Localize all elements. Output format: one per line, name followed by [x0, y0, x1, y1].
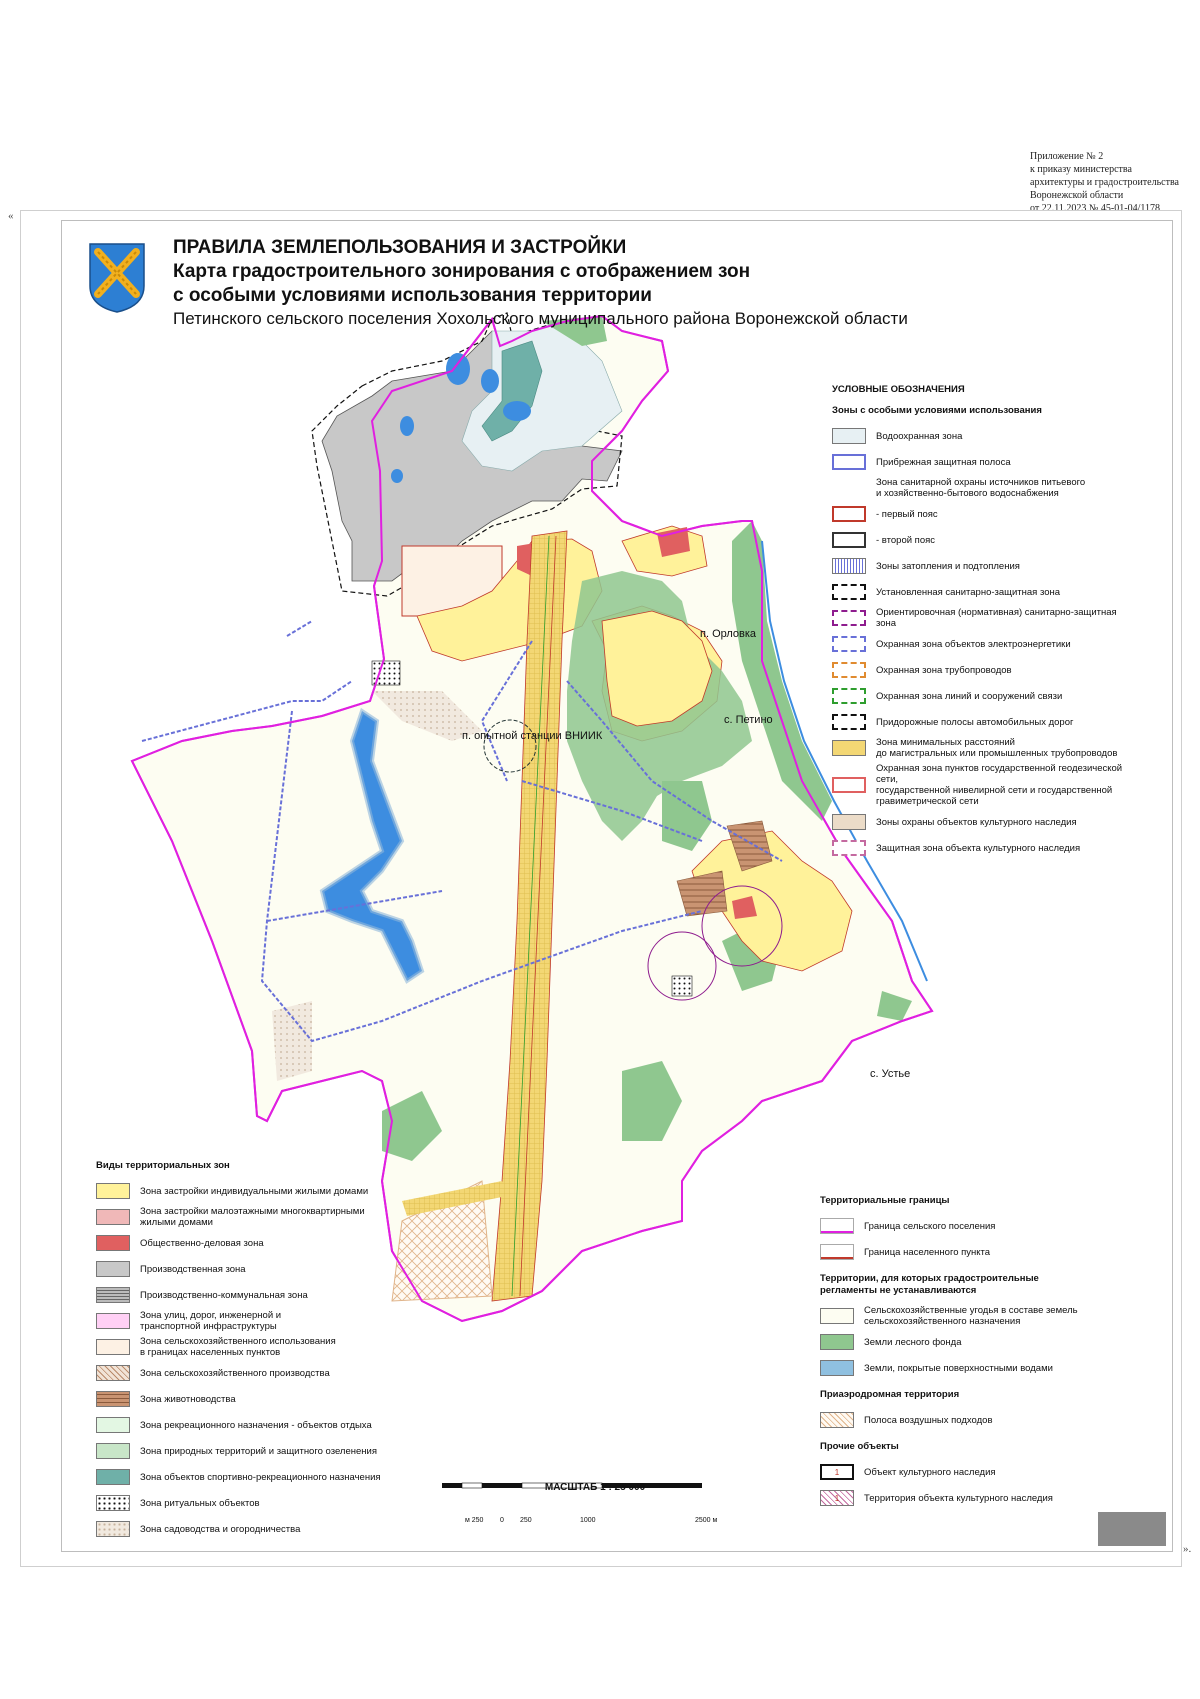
legend-item-heritage-protection — [832, 811, 1132, 833]
place-label-orlovka: п. Орловка — [700, 628, 757, 640]
scale-tick: м 250 — [465, 1517, 484, 1524]
legend-swatch-recreation — [96, 1417, 130, 1433]
scale-tick: 250 — [520, 1517, 532, 1524]
legend-item-flooding — [832, 555, 1132, 577]
legend-label: Зона природных территорий и защитного озеленения — [140, 1445, 377, 1457]
legend-swatch-geodetic — [832, 777, 866, 793]
legend-label: Охранная зона трубопроводов — [876, 664, 1012, 676]
place-label-petino: с. Петино — [724, 714, 773, 726]
legend-list — [820, 1409, 1120, 1431]
legend-swatch-streets — [96, 1313, 130, 1329]
legend-swatch-ritual — [96, 1495, 130, 1511]
legend-item-agri-land — [820, 1305, 1120, 1327]
institution-logo — [1098, 1512, 1166, 1546]
legend-label: Защитная зона объекта культурного наследия — [876, 842, 1081, 854]
legend-item-forest — [820, 1331, 1120, 1353]
legend-item-air-approach — [820, 1409, 1120, 1431]
legend-swatch-water-protection — [832, 428, 866, 444]
legend-item-heritage-territory — [820, 1487, 1120, 1509]
legend-item-sanitary-set — [832, 581, 1132, 603]
legend-swatch-sanitary-set — [832, 584, 866, 600]
subtitle-area: Петинского сельского поселения Хохольского муниципального района Воронежской области — [173, 309, 908, 328]
main-title: ПРАВИЛА ЗЕМЛЕПОЛЬЗОВАНИЯ И ЗАСТРОЙКИ — [173, 237, 627, 258]
legend-list — [820, 1215, 1120, 1263]
appendix-line: к приказу министерства — [1030, 164, 1132, 175]
appendix-line: архитектуры и градостроительства — [1030, 177, 1179, 188]
pond — [481, 369, 499, 393]
legend-item-nature — [96, 1440, 436, 1462]
legend-swatch-min-distance — [832, 740, 866, 756]
legend-swatch-air-approach — [820, 1412, 854, 1428]
place-label-ustye: с. Устье — [870, 1068, 911, 1080]
legend-right-lower — [820, 1185, 1120, 1513]
legend-label: Общественно-деловая зона — [140, 1237, 264, 1249]
pond — [503, 401, 531, 421]
coat-of-arms-icon — [88, 242, 146, 314]
legend-swatch-agri-land — [820, 1308, 854, 1324]
scale-tick: 1000 — [580, 1517, 596, 1524]
legend-left — [96, 1150, 436, 1544]
scale-tick-labels — [465, 1517, 725, 1527]
legend-swatch-forest — [820, 1334, 854, 1350]
legend-label: Зона застройки индивидуальными жилыми домами — [140, 1185, 369, 1197]
legend-label: Производственная зона — [140, 1263, 246, 1275]
legend-item-coastal-strip — [832, 451, 1132, 473]
legend-label: Прибрежная защитная полоса — [876, 456, 1011, 468]
scale-tick: 2500 м — [695, 1517, 718, 1524]
legend-label: Зона сельскохозяйственного производства — [140, 1367, 330, 1379]
legend-swatch-heritage-territory: 1 — [820, 1490, 854, 1506]
legend-list — [820, 1461, 1120, 1509]
legend-list — [832, 425, 1132, 859]
subtitle-line: Карта градостроительного зонирования с отображением зон — [173, 261, 751, 282]
legend-swatch-gardening — [96, 1521, 130, 1537]
legend-swatch-residential-lowrise — [96, 1209, 130, 1225]
subtitle-line: с особыми условиями использования территории — [173, 285, 652, 306]
legend-swatch-nature — [96, 1443, 130, 1459]
legend-item-industrial — [96, 1258, 436, 1280]
legend-label: Зона объектов спортивно-рекреационного назначения — [140, 1471, 381, 1483]
legend-label: Зона улиц, дорог, инженерной и транспортной инфраструктуры — [140, 1310, 282, 1332]
appendix-line: от 22.11.2023 № 45-01-04/1178 — [1030, 203, 1160, 214]
legend-item-ritual — [96, 1492, 436, 1514]
legend-label: Земли, покрытые поверхностными водами — [864, 1362, 1053, 1374]
legend-swatch-heritage-object: 1 — [820, 1464, 854, 1480]
legend-list — [820, 1305, 1120, 1379]
legend-item-settlement-boundary — [820, 1215, 1120, 1237]
legend-section-territorial-zones: Виды территориальных зон — [96, 1160, 230, 1171]
closing-quote-mark: ». — [1183, 1543, 1192, 1555]
legend-right — [832, 384, 1132, 863]
opening-quote-mark: « — [8, 210, 14, 222]
legend-swatch-pipeline — [832, 662, 866, 678]
legend-swatch-first-belt — [832, 506, 866, 522]
legend-swatch-coastal-strip — [832, 454, 866, 470]
legend-item-locality-boundary — [820, 1241, 1120, 1263]
legend-label: - второй пояс — [876, 534, 936, 546]
place-label-vniik: п. опытной станции ВНИИК — [462, 730, 603, 742]
legend-label: Установленная санитарно-защитная зона — [876, 586, 1061, 598]
legend-item-none — [832, 477, 1132, 499]
legend-swatch-residential-individual — [96, 1183, 130, 1199]
legend-swatch-livestock — [96, 1391, 130, 1407]
legend-label: Зоны затопления и подтопления — [876, 560, 1020, 572]
legend-swatch-flooding — [832, 558, 866, 574]
legend-section-noreg: Территории, для которых градостроительные регламенты не устанавливаются — [820, 1273, 1039, 1296]
legend-label: Зона садоводства и огородничества — [140, 1523, 301, 1535]
scale-block — [465, 1482, 725, 1524]
legend-swatch-none — [832, 480, 866, 496]
legend-item-livestock — [96, 1388, 436, 1410]
legend-label: Зона застройки малоэтажными многоквартирными жилыми домами — [140, 1206, 365, 1228]
legend-item-sanitary-approx — [832, 607, 1132, 629]
legend-item-water-protection — [832, 425, 1132, 447]
pond — [446, 353, 470, 385]
legend-label: Земли лесного фонда — [864, 1336, 962, 1348]
legend-item-heritage-object — [820, 1461, 1120, 1483]
legend-label: Зона минимальных расстояний до магистральных или промышленных трубопроводов — [876, 737, 1118, 759]
legend-swatch-industrial-communal — [96, 1287, 130, 1303]
title-block — [173, 236, 908, 330]
legend-item-public-business — [96, 1232, 436, 1254]
legend-label: Зона животноводства — [140, 1393, 236, 1405]
legend-item-residential-lowrise — [96, 1206, 436, 1228]
appendix-note — [1030, 150, 1195, 215]
legend-item-sport — [96, 1466, 436, 1488]
legend-swatch-sport — [96, 1469, 130, 1485]
legend-label: Зоны охраны объектов культурного наследия — [876, 816, 1077, 828]
legend-section-boundaries: Территориальные границы — [820, 1195, 950, 1206]
legend-swatch-settlement-boundary — [820, 1218, 854, 1234]
legend-item-agri-production — [96, 1362, 436, 1384]
legend-label: Зона рекреационного назначения - объектов отдыха — [140, 1419, 372, 1431]
legend-item-heritage-buffer — [832, 837, 1132, 859]
legend-item-min-distance — [832, 737, 1132, 759]
legend-swatch-industrial — [96, 1261, 130, 1277]
legend-item-gardening — [96, 1518, 436, 1540]
legend-item-first-belt — [832, 503, 1132, 525]
legend-item-agri-use — [96, 1336, 436, 1358]
legend-label: Охранная зона пунктов государственной геодезической сети, государственной нивелирной сети и государственной гравиметрической сети — [876, 763, 1123, 807]
legend-label: Охранная зона линий и сооружений связи — [876, 690, 1063, 702]
legend-swatch-power — [832, 636, 866, 652]
legend-item-second-belt — [832, 529, 1132, 551]
legend-label: Водоохранная зона — [876, 430, 963, 442]
legend-section-airport: Приаэродромная территория — [820, 1389, 960, 1400]
legend-label: Граница населенного пункта — [864, 1246, 991, 1258]
legend-label: Охранная зона объектов электроэнергетики — [876, 638, 1071, 650]
legend-item-residential-individual — [96, 1180, 436, 1202]
legend-label: Полоса воздушных подходов — [864, 1414, 993, 1426]
gardening-zone — [272, 1001, 312, 1081]
legend-label: Граница сельского поселения — [864, 1220, 996, 1232]
legend-item-industrial-communal — [96, 1284, 436, 1306]
ritual-zone — [672, 976, 692, 996]
appendix-line: Приложение № 2 — [1030, 151, 1104, 162]
legend-swatch-sanitary-approx — [832, 610, 866, 626]
pond — [400, 416, 414, 436]
legend-item-streets — [96, 1310, 436, 1332]
legend-label: Территория объекта культурного наследия — [864, 1492, 1053, 1504]
legend-swatch-public-business — [96, 1235, 130, 1251]
legend-item-recreation — [96, 1414, 436, 1436]
legend-label: Зона санитарной охраны источников питьевого и хозяйственно-бытового водоснабжения — [876, 477, 1086, 499]
scale-tick: 0 — [500, 1517, 504, 1524]
legend-label: Зона сельскохозяйственного использования в границах населенных пунктов — [140, 1336, 336, 1358]
legend-swatch-agri-production — [96, 1365, 130, 1381]
legend-swatch-communication — [832, 688, 866, 704]
legend-swatch-locality-boundary — [820, 1244, 854, 1260]
legend-swatch-water — [820, 1360, 854, 1376]
legend-label: Объект культурного наследия — [864, 1466, 996, 1478]
legend-swatch-roadside — [832, 714, 866, 730]
legend-label: Придорожные полосы автомобильных дорог — [876, 716, 1074, 728]
legend-label: Сельскохозяйственные угодья в составе земель сельскохозяйственного назначения — [864, 1305, 1078, 1327]
legend-swatch-second-belt — [832, 532, 866, 548]
legend-label: Ориентировочная (нормативная) санитарно-защитная зона — [876, 607, 1117, 629]
legend-item-communication — [832, 685, 1132, 707]
legend-label: - первый пояс — [876, 508, 938, 520]
legend-label: Зона ритуальных объектов — [140, 1497, 260, 1509]
legend-label: Производственно-коммунальная зона — [140, 1289, 308, 1301]
legend-item-geodetic — [832, 763, 1132, 807]
pond — [391, 469, 403, 483]
legend-item-water — [820, 1357, 1120, 1379]
legend-swatch-heritage-protection — [832, 814, 866, 830]
legend-item-roadside — [832, 711, 1132, 733]
legend-item-pipeline — [832, 659, 1132, 681]
appendix-line: Воронежской области — [1030, 190, 1124, 201]
legend-swatch-heritage-buffer — [832, 840, 866, 856]
legend-title: УСЛОВНЫЕ ОБОЗНАЧЕНИЯ — [832, 384, 965, 395]
legend-item-power — [832, 633, 1132, 655]
legend-swatch-agri-use — [96, 1339, 130, 1355]
legend-list — [96, 1180, 436, 1540]
legend-section-other: Прочие объекты — [820, 1441, 899, 1452]
legend-section-zones: Зоны с особыми условиями использования — [832, 405, 1042, 416]
scale-title: МАСШТАБ 1 : 25 000 — [544, 1482, 646, 1493]
